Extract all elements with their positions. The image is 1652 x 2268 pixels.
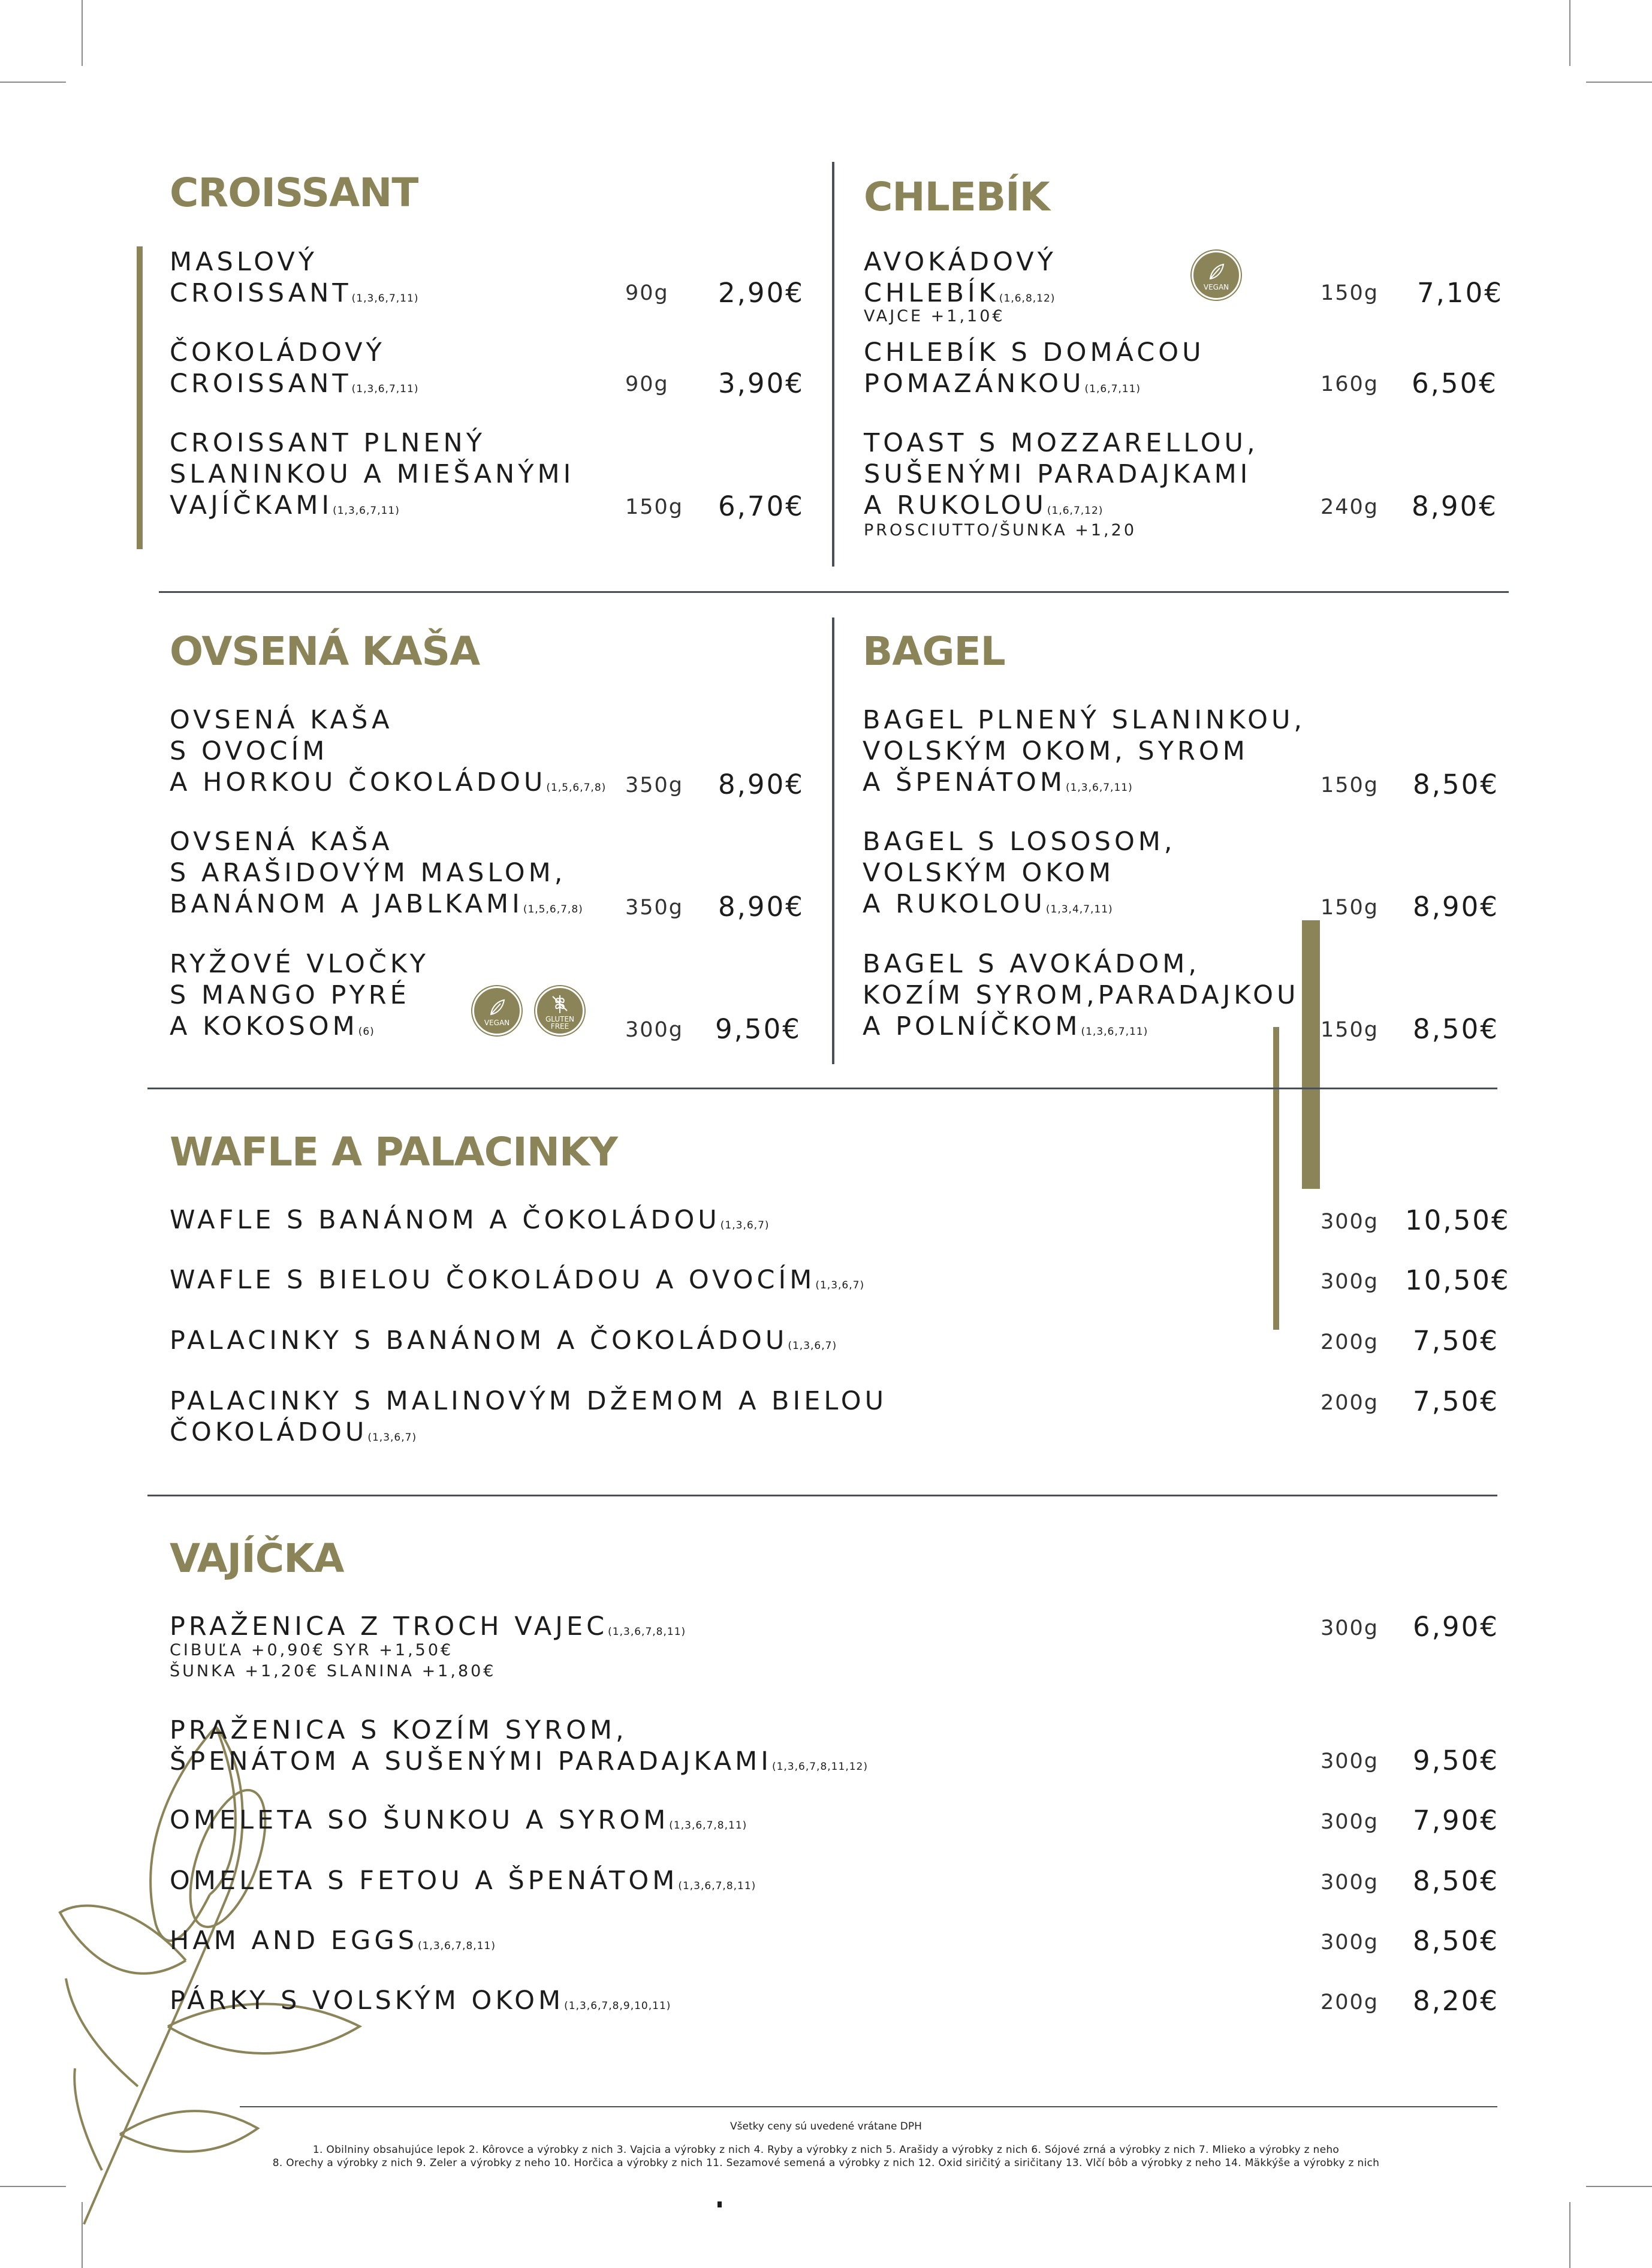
menu-item-price: 9,50€ — [1413, 1745, 1499, 1776]
crop-mark — [1569, 0, 1570, 66]
section-title-vajicka: VAJÍČKA — [170, 1535, 344, 1582]
menu-item-name: BAGEL S LOSOSOM, VOLSKÝM OKOM A RUKOLOU(1,3,4,7,11) — [863, 827, 1176, 919]
menu-item-weight: 150g — [1321, 281, 1379, 305]
menu-item-name: CROISSANT PLNENÝ SLANINKOU A MIEŠANÝMI VAJÍČKAMI(1,3,6,7,11) — [170, 428, 575, 520]
menu-item-name: AVOKÁDOVÝ CHLEBÍK(1,6,8,12) — [864, 247, 1057, 308]
menu-item-weight: 350g — [625, 773, 684, 797]
section-title-croissant: CROISSANT — [170, 170, 418, 216]
crop-mark — [1586, 82, 1652, 83]
menu-item-name: TOAST S MOZZARELLOU, SUŠENÝMI PARADAJKAMI A RUKOLOU(1,6,7,12) — [864, 428, 1259, 520]
menu-item-weight: 150g — [625, 495, 684, 519]
menu-item-price: 8,90€ — [718, 769, 804, 800]
section-divider — [147, 1088, 1497, 1089]
menu-item-name: PRAŽENICA S KOZÍM SYROM, ŠPENÁTOM A SUŠENÝMI PARADAJKAMI(1,3,6,7,8,11,12) — [170, 1715, 868, 1776]
menu-item-weight: 300g — [1321, 1749, 1379, 1773]
menu-item-name: ČOKOLÁDOVÝ CROISSANT(1,3,6,7,11) — [170, 338, 419, 399]
leaf-icon — [1204, 260, 1228, 284]
menu-item-weight: 300g — [1321, 1270, 1379, 1294]
menu-item-name: RYŽOVÉ VLOČKY S MANGO PYRÉ A KOKOSOM(6) — [170, 949, 429, 1041]
menu-item-weight: 300g — [1321, 1871, 1379, 1894]
menu-item-price: 8,50€ — [1413, 769, 1499, 800]
menu-item-name: BAGEL S AVOKÁDOM, KOZÍM SYROM,PARADAJKOU A POLNÍČKOM(1,3,6,7,11) — [863, 949, 1300, 1041]
gluten-free-badge: GLUTEN FREE — [535, 986, 584, 1035]
menu-item-name: WAFLE S BIELOU ČOKOLÁDOU A OVOCÍM(1,3,6,7) — [170, 1265, 865, 1295]
menu-item-price: 8,90€ — [718, 891, 804, 923]
accent-bar — [1302, 920, 1320, 1189]
menu-item-price: 8,50€ — [1413, 1865, 1499, 1897]
menu-item-name: PÁRKY S VOLSKÝM OKOM(1,3,6,7,8,9,10,11) — [170, 1986, 671, 2016]
accent-bar — [1273, 1027, 1279, 1330]
menu-item-price: 8,90€ — [1413, 891, 1499, 923]
menu-item-price: 6,70€ — [718, 490, 804, 522]
vegan-badge: VEGAN — [472, 986, 521, 1035]
allergens-legend: 8. Orechy a výrobky z nich 9. Zeler a výrobky z neho 10. Horčica a výrobky z nich 11. Sezamové semená a výrobky z nich 12. Oxid siričitý a siričitany 13. Vlčí bôb a výrobky z neho 14. Mäkkýše a výrobky z nich — [272, 2157, 1380, 2169]
menu-item-name: BAGEL PLNENÝ SLANINKOU, VOLSKÝM OKOM, SYROM A ŠPENÁTOM(1,3,6,7,11) — [863, 705, 1306, 797]
menu-item-name: PALACINKY S MALINOVÝM DŽEMOM A BIELOU ČOKOLÁDOU(1,3,6,7) — [170, 1386, 888, 1447]
allergens-legend: 1. Obilniny obsahujúce lepok 2. Kôrovce a výrobky z nich 3. Vajcia a výrobky z nich 4. Ryby a výrobky z nich 5. Arašidy a výrobky z nich 6. Sójové zrná a výrobky z nich 7. Mlieko a výrobky z neho — [312, 2144, 1340, 2156]
menu-item-price: 7,10€ — [1417, 277, 1503, 309]
vegan-badge: VEGAN — [1192, 251, 1241, 300]
menu-item-weight: 200g — [1321, 1990, 1379, 2014]
leaf-icon — [485, 995, 509, 1019]
crop-mark — [1569, 2202, 1570, 2268]
section-divider — [147, 1495, 1497, 1496]
menu-item-price: 7,90€ — [1413, 1805, 1499, 1836]
menu-item-weight: 240g — [1321, 495, 1379, 519]
crop-mark — [1586, 2186, 1652, 2187]
menu-item-price: 6,90€ — [1413, 1611, 1499, 1643]
menu-item-price: 7,50€ — [1413, 1386, 1499, 1417]
menu-item-extra: CIBUĽA +0,90€ SYR +1,50€ ŠUNKA +1,20€ SLANINA +1,80€ — [170, 1641, 496, 1680]
crop-mark — [0, 82, 66, 83]
section-title-bagel: BAGEL — [863, 628, 1005, 674]
menu-item-extra: VAJCE +1,10€ — [864, 307, 1005, 326]
menu-item-weight: 200g — [1321, 1330, 1379, 1354]
footer-divider — [240, 2106, 1497, 2107]
section-title-wafle: WAFLE A PALACINKY — [170, 1129, 617, 1175]
menu-item-weight: 150g — [1321, 773, 1379, 797]
section-title-chlebik: CHLEBÍK — [864, 174, 1050, 220]
menu-item-weight: 300g — [625, 1018, 684, 1042]
menu-item-price: 7,50€ — [1413, 1325, 1499, 1357]
section-title-kasa: OVSENÁ KAŠA — [170, 628, 480, 674]
menu-item-price: 3,90€ — [718, 368, 804, 399]
menu-item-weight: 150g — [1321, 1018, 1379, 1042]
menu-item-extra: PROSCIUTTO/ŠUNKA +1,20 — [864, 521, 1136, 540]
menu-item-price: 6,50€ — [1412, 368, 1498, 399]
menu-item-weight: 150g — [1321, 896, 1379, 920]
menu-item-weight: 200g — [1321, 1391, 1379, 1415]
menu-item-name: OMELETA SO ŠUNKOU A SYROM(1,3,6,7,8,11) — [170, 1805, 747, 1835]
menu-item-weight: 90g — [625, 372, 669, 396]
menu-item-price: 10,50€ — [1405, 1204, 1511, 1236]
menu-item-weight: 300g — [1321, 1930, 1379, 1954]
menu-item-price: 9,50€ — [715, 1013, 801, 1045]
menu-item-weight: 300g — [1321, 1210, 1379, 1234]
menu-item-name: OVSENÁ KAŠA S ARAŠIDOVÝM MASLOM, BANÁNOM A JABLKAMI(1,5,6,7,8) — [170, 827, 583, 919]
menu-item-weight: 90g — [625, 281, 669, 305]
section-divider — [159, 591, 1509, 593]
menu-item-name: MASLOVÝ CROISSANT(1,3,6,7,11) — [170, 247, 419, 308]
vat-note: Všetky ceny sú uvedené vrátane DPH — [730, 2121, 922, 2133]
menu-item-name: OMELETA S FETOU A ŠPENÁTOM(1,3,6,7,8,11) — [170, 1866, 756, 1896]
menu-item-name: WAFLE S BANÁNOM A ČOKOLÁDOU(1,3,6,7) — [170, 1205, 770, 1235]
page-marker — [718, 2201, 722, 2207]
menu-item-weight: 300g — [1321, 1616, 1379, 1640]
menu-item-price: 8,90€ — [1412, 490, 1498, 522]
menu-item-name: HAM AND EGGS(1,3,6,7,8,11) — [170, 1926, 496, 1956]
menu-item-price: 2,90€ — [718, 277, 804, 309]
menu-item-name: PRAŽENICA Z TROCH VAJEC(1,3,6,7,8,11) — [170, 1612, 686, 1641]
accent-bar — [137, 246, 143, 549]
menu-item-price: 8,50€ — [1413, 1925, 1499, 1957]
column-divider — [832, 162, 834, 567]
menu-item-price: 8,50€ — [1413, 1013, 1499, 1045]
crop-mark — [82, 0, 83, 66]
menu-item-weight: 350g — [625, 896, 684, 920]
menu-item-weight: 160g — [1321, 372, 1379, 396]
menu-item-price: 10,50€ — [1405, 1264, 1511, 1296]
menu-item-name: CHLEBÍK S DOMÁCOU POMAZÁNKOU(1,6,7,11) — [864, 338, 1205, 399]
wheat-icon — [548, 992, 572, 1016]
menu-item-price: 8,20€ — [1413, 1985, 1499, 2017]
menu-item-name: OVSENÁ KAŠA S OVOCÍM A HORKOU ČOKOLÁDOU(1,5,6,7,8) — [170, 705, 607, 797]
menu-item-name: PALACINKY S BANÁNOM A ČOKOLÁDOU(1,3,6,7) — [170, 1326, 837, 1356]
column-divider — [832, 618, 834, 1064]
menu-item-weight: 300g — [1321, 1810, 1379, 1834]
